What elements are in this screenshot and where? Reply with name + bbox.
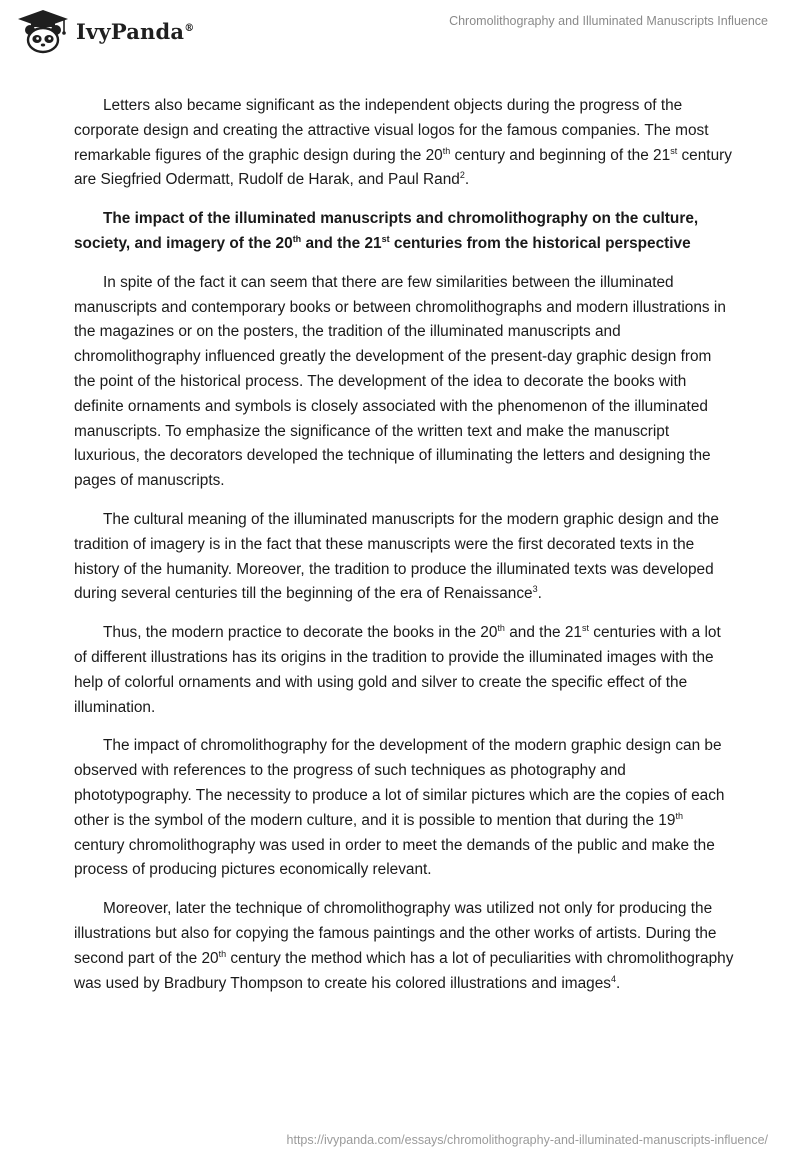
essay-body bbox=[74, 94, 734, 1010]
paragraph: The cultural meaning of the illuminated manuscripts for the modern graphic design and the tradition of imagery is in the fact that these manuscripts were the first decorated texts in the history of the humanity. Moreover, the tradition to produce the illuminated texts was developed during several centuries till the beginning of the era of Renaissance$^3$. bbox=[74, 510, 719, 603]
brand-name: IvyPanda® bbox=[76, 18, 195, 44]
footnote-ref: 4 bbox=[610, 973, 616, 984]
paragraph: Moreover, later the technique of chromolithography was utilized not only for producing the illustrations but also for copying the famous paintings and the other works of artists. During the second part of the 20th century the method which has a lot of peculiarities with chromolithography was used by Bradbury Thompson to create his colored illustrations and images$^4$. bbox=[74, 900, 734, 992]
panda-graduate-icon bbox=[14, 8, 72, 54]
source-url[interactable]: https://ivypanda.com/essays/chromolithography-and-illuminated-manuscripts-influence/ bbox=[286, 1133, 768, 1147]
paragraph: Letters also became significant as the independent objects during the progress of the corporate design and creating the attractive visual logos for the famous companies. The most remarkable figures of the graphic design during the 20th century and beginning of the 21st century are Siegfried Odermatt, Rudolf de Harak, and Paul Rand$^2$. bbox=[74, 97, 732, 189]
paragraph: Thus, the modern practice to decorate the books in the 20th and the 21st centuries with a lot of different illustrations has its origins in the tradition to provide the illuminated images with the help of colorful ornaments and with using gold and silver to create the specific effect of the illumination. bbox=[74, 623, 721, 716]
paragraph: The impact of chromolithography for the development of the modern graphic design can be observed with references to the progress of such techniques as photography and phototypography. The necessity to produce a lot of similar pictures which are the copies of each other is the symbol of the modern culture, and it is possible to mention that during the 19th century chromolithography was used in order to meet the demands of the public and make the process of producing pictures economically relevant. bbox=[74, 737, 725, 879]
document-title: Chromolithography and Illuminated Manuscripts Influence bbox=[449, 14, 768, 28]
brand-logo[interactable] bbox=[14, 8, 214, 54]
footnote-ref: 2 bbox=[459, 170, 465, 181]
page-header bbox=[0, 0, 800, 60]
footnote-ref: 3 bbox=[532, 584, 538, 595]
section-heading: The impact of the illuminated manuscripts and chromolithography on the culture, society, and imagery of the 20th and the 21st centuries from the historical perspective bbox=[74, 210, 699, 252]
paragraph: In spite of the fact it can seem that there are few similarities between the illuminated manuscripts and contemporary books or between chromolithographs and modern illustrations in the magazines or on the posters, the tradition of the illuminated manuscripts and chromolithography influenced greatly the development of the present-day graphic design from the point of the historical process. The development of the idea to decorate the books with definite ornaments and symbols is closely associated with the phenomenon of the illuminated manuscripts. To emphasize the significance of the written text and make the manuscript luxurious, the decorators developed the technique of illuminating the letters and designing the pages of manuscripts. bbox=[74, 273, 726, 490]
